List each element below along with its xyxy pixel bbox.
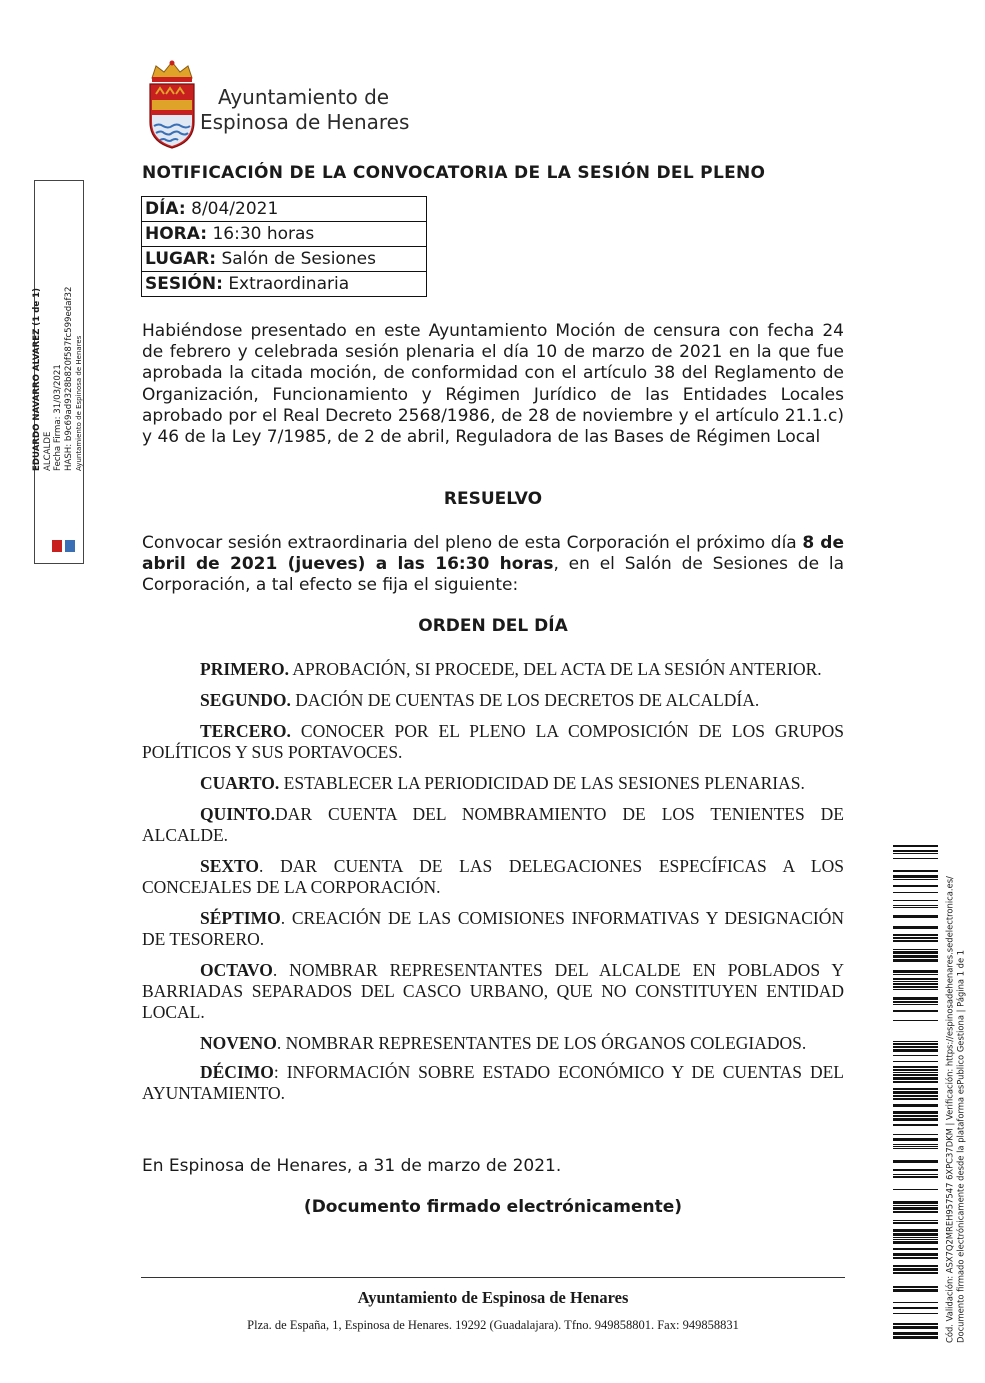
resuelvo-heading: RESUELVO [443,489,543,509]
barcode-stripe [893,1220,938,1221]
barcode-stripe [893,926,938,929]
agenda-item-label: TERCERO. [200,721,291,741]
barcode-stripe [893,1134,938,1135]
convocation-date-highlight: 8 de abril de 2021 (jueves) a las 16:30 horas [142,533,845,575]
agenda-item-text: . NOMBRAR REPRESENTANTES DEL ALCALDE EN POBLADOS Y BARRIADAS SEPARADOS DEL CASCO URBANO, QUE NO CONSTITUYEN ENTIDAD LOCAL. [142,960,844,1022]
info-value: 8/04/2021 [191,199,279,219]
agenda-item-label: PRIMERO. [200,659,289,679]
barcode-stripe [893,978,938,980]
convocation-paragraph [142,533,844,597]
agenda-item-label: DÉCIMO [200,1062,274,1082]
barcode-stripe [893,1074,938,1076]
barcode-stripe [893,1326,938,1329]
intro-paragraph: Habiéndose presentado en este Ayuntamiento Moción de censura con fecha 24 de febrero y celebrada sesión plenaria el día 10 de marzo de 2021 en la que fue aprobada la citada moción, de conformidad con el artículo 38 del Reglamento de Organización, Funcionamiento y Régimen Jurídico de las Entidades Locales aprobado por el Real Decreto 2568/1986, de 28 de noviembre y el artículo 21.1.c) y 46 de la Ley 7/1985, de 2 de abril, Reguladora de las Bases de Régimen Local [142,321,844,448]
barcode-stripe [893,1043,938,1045]
agenda-item [142,659,844,680]
barcode-stripe [893,900,938,901]
signer-role: ALCALDE [42,431,53,471]
barcode-stripe [893,1207,938,1210]
barcode-stripe [893,1081,938,1083]
barcode-stripe [893,1146,938,1147]
barcode-stripe [893,1222,938,1224]
signature-issuer: Ayuntamiento de Espinosa de Henares [74,335,83,471]
barcode-stripe [893,885,938,887]
footer-address: Plza. de España, 1, Espinosa de Henares. 19292 (Guadalajara). Tfno. 949858801. Fax: 949858831 [247,1318,739,1332]
agenda-item [142,690,844,711]
barcode-stripe [893,915,938,918]
agenda-item [142,960,844,1023]
barcode-stripe [893,1124,938,1126]
barcode-stripe [893,949,938,950]
barcode-stripe [893,1189,938,1190]
organization-name-line2: Espinosa de Henares [200,110,410,134]
convocation-text: Convocar sesión extraordinaria del pleno de esta Corporación el próximo día [142,533,803,553]
barcode-stripe [893,892,938,893]
place-and-date: En Espinosa de Henares, a 31 de marzo de 2021. [142,1156,562,1176]
validation-code-line: Cód. Validación: ASX7Q2MREH957547 6XPC37DKM | Verificación: https://espinosadehenares.sedelectronica.es/ [944,876,955,1343]
barcode-stripe [893,1091,938,1094]
barcode-stripe [893,970,938,973]
barcode-stripe [893,1111,938,1114]
agenda-item [142,1033,844,1054]
barcode-stripe [893,1041,938,1042]
agenda-item [142,1062,844,1104]
agenda-item [142,908,844,950]
barcode-stripe [893,934,938,936]
barcode-stripe [893,870,938,872]
info-label: DÍA: [145,199,186,219]
barcode-stripe [893,1148,938,1149]
signature-stamp-text [32,181,85,561]
info-value: Extraordinaria [228,274,350,294]
barcode-stripe [893,1323,938,1325]
barcode-stripe [893,1160,938,1163]
barcode-stripe [893,879,938,880]
barcode-stripe [893,959,938,962]
agenda-item-text: DACIÓN DE CUENTAS DE LOS DECRETOS DE ALCALDÍA. [290,690,760,710]
barcode-stripe [893,986,938,988]
agenda-item-label: OCTAVO [200,960,273,980]
barcode-stripe [893,1302,938,1303]
barcode-stripe [893,875,938,878]
agenda-item [142,773,844,794]
validation-text [945,843,966,1343]
barcode-stripe [893,1169,938,1171]
info-label: LUGAR: [145,249,217,269]
barcode-stripe [893,1201,938,1204]
agenda-item-text: . CREACIÓN DE LAS COMISIONES INFORMATIVAS Y DESIGNACIÓN DE TESORERO. [142,908,844,949]
info-row-time [142,222,426,247]
barcode-stripe [893,1257,938,1259]
barcode-stripe [893,1104,938,1107]
agenda-item-label: CUARTO. [200,773,280,793]
barcode-stripe [893,1118,938,1121]
footer-organization: Ayuntamiento de Espinosa de Henares [357,1288,629,1307]
barcode-stripe [893,1313,938,1314]
agenda-item-label: SEXTO [200,856,260,876]
validation-platform-line: Documento firmado electrónicamente desde la plataforma esPublico Gestiona | Página 1 de 1 [955,949,965,1343]
electronic-signature-note: (Documento firmado electrónicamente) [303,1197,683,1217]
signature-date: Fecha Firma: 31/03/2021 [52,364,63,471]
barcode-stripe [893,1229,938,1232]
barcode-stripe [893,1020,938,1021]
agenda-item-text: APROBACIÓN, SI PROCEDE, DEL ACTA DE LA SESIÓN ANTERIOR. [288,659,822,679]
agenda-item-label: QUINTO. [200,804,276,824]
barcode-stripe [893,940,938,942]
agenda-item-label: SEGUNDO. [200,690,291,710]
barcode-stripe [893,1253,938,1256]
agenda-item-text: . NOMBRAR REPRESENTANTES DE LOS ÓRGANOS COLEGIADOS. [276,1033,807,1053]
agenda-item [142,856,844,898]
barcode-stripe [893,1272,938,1274]
barcode-stripe [893,1061,938,1062]
barcode-stripe [893,1072,938,1073]
info-row-place [142,247,426,272]
barcode-stripe [893,981,938,982]
info-row-session [142,272,426,296]
barcode-stripe [893,1307,938,1309]
barcode-stripe [893,1233,938,1236]
barcode-stripe [893,1174,938,1175]
barcode-stripe [893,1088,938,1090]
barcode-stripe [893,1239,938,1240]
organization-name-line1: Ayuntamiento de [218,85,390,109]
barcode-stripe [893,1176,938,1178]
barcode-stripe [893,1055,938,1056]
barcode-stripe [893,983,938,985]
agenda-item [142,804,844,846]
barcode-stripe [893,955,938,958]
barcode-stripe [893,1004,938,1005]
agenda-heading: ORDEN DEL DÍA [418,616,568,636]
barcode-stripe [893,850,938,852]
barcode-stripe [893,1248,938,1250]
barcode-stripe [893,1138,938,1141]
agenda-item [142,721,844,763]
barcode-stripe [893,907,938,908]
barcode-stripe [893,1077,938,1080]
agenda-item-text: DAR CUENTA DEL NOMBRAMIENTO DE LOS TENIENTES DE ALCALDE. [142,804,844,845]
barcode-stripe [893,1286,938,1288]
barcode-stripe [893,845,938,847]
barcode-stripe [893,1205,938,1206]
barcode-stripe [893,1010,938,1012]
signature-hash: HASH: b9c69ad9328b820f587fc599edaf32 [63,286,74,471]
barcode-stripe [893,974,938,975]
barcode-stripe [893,905,938,906]
barcode-stripe [893,1211,938,1213]
barcode-stripe [893,853,938,854]
agenda-item-label: SÉPTIMO [200,908,281,928]
coat-of-arms-logo [144,60,200,150]
barcode-stripe [893,1095,938,1097]
barcode-stripe [893,1046,938,1048]
signature-stamp-logo-icon [50,538,78,554]
validation-barcode [893,845,938,1340]
agenda-list [142,659,844,1114]
convocation-text: , en el Salón de Sesiones de la Corporación, a tal efecto se fija el siguiente: [142,554,845,596]
info-row-date [142,197,426,222]
barcode-stripe [893,1268,938,1271]
barcode-stripe [893,1001,938,1003]
barcode-stripe [893,1049,938,1052]
barcode-stripe [893,1115,938,1117]
barcode-stripe [893,937,938,939]
info-label: SESIÓN: [145,274,223,294]
agenda-item-text: . DAR CUENTA DE LAS DELEGACIONES ESPECÍFICAS A LOS CONCEJALES DE LA CORPORACIÓN. [142,856,844,897]
info-label: HORA: [145,224,208,244]
barcode-stripe [893,1265,938,1267]
barcode-stripe [893,1336,938,1339]
barcode-stripe [893,1289,938,1292]
session-info-table [141,196,427,297]
barcode-stripe [893,1069,938,1071]
info-value: Salón de Sesiones [221,249,376,269]
barcode-stripe [893,951,938,954]
barcode-stripe [893,1098,938,1100]
barcode-stripe [893,1332,938,1335]
barcode-stripe [893,1241,938,1244]
barcode-stripe [893,1144,938,1145]
agenda-item-text: ESTABLECER LA PERIODICIDAD DE LAS SESIONES PLENARIAS. [279,773,805,793]
barcode-stripe [893,989,938,990]
barcode-stripe [893,997,938,1000]
agenda-item-label: NOVENO [200,1033,277,1053]
agenda-item-text: : INFORMACIÓN SOBRE ESTADO ECONÓMICO Y DE CUENTAS DEL AYUNTAMIENTO. [142,1062,844,1103]
barcode-stripe [893,1066,938,1068]
info-value: 16:30 horas [212,224,315,244]
barcode-stripe [893,1237,938,1238]
signer-name: EDUARDO NAVARRO ÁLVAREZ (1 de 1) [31,287,42,471]
barcode-stripe [893,858,938,859]
document-title: NOTIFICACIÓN DE LA CONVOCATORIA DE LA SESIÓN DEL PLENO [142,163,766,183]
footer-divider [141,1277,845,1278]
agenda-item-text: CONOCER POR EL PLENO LA COMPOSICIÓN DE LOS GRUPOS POLÍTICOS Y SUS PORTAVOCES. [142,721,844,762]
